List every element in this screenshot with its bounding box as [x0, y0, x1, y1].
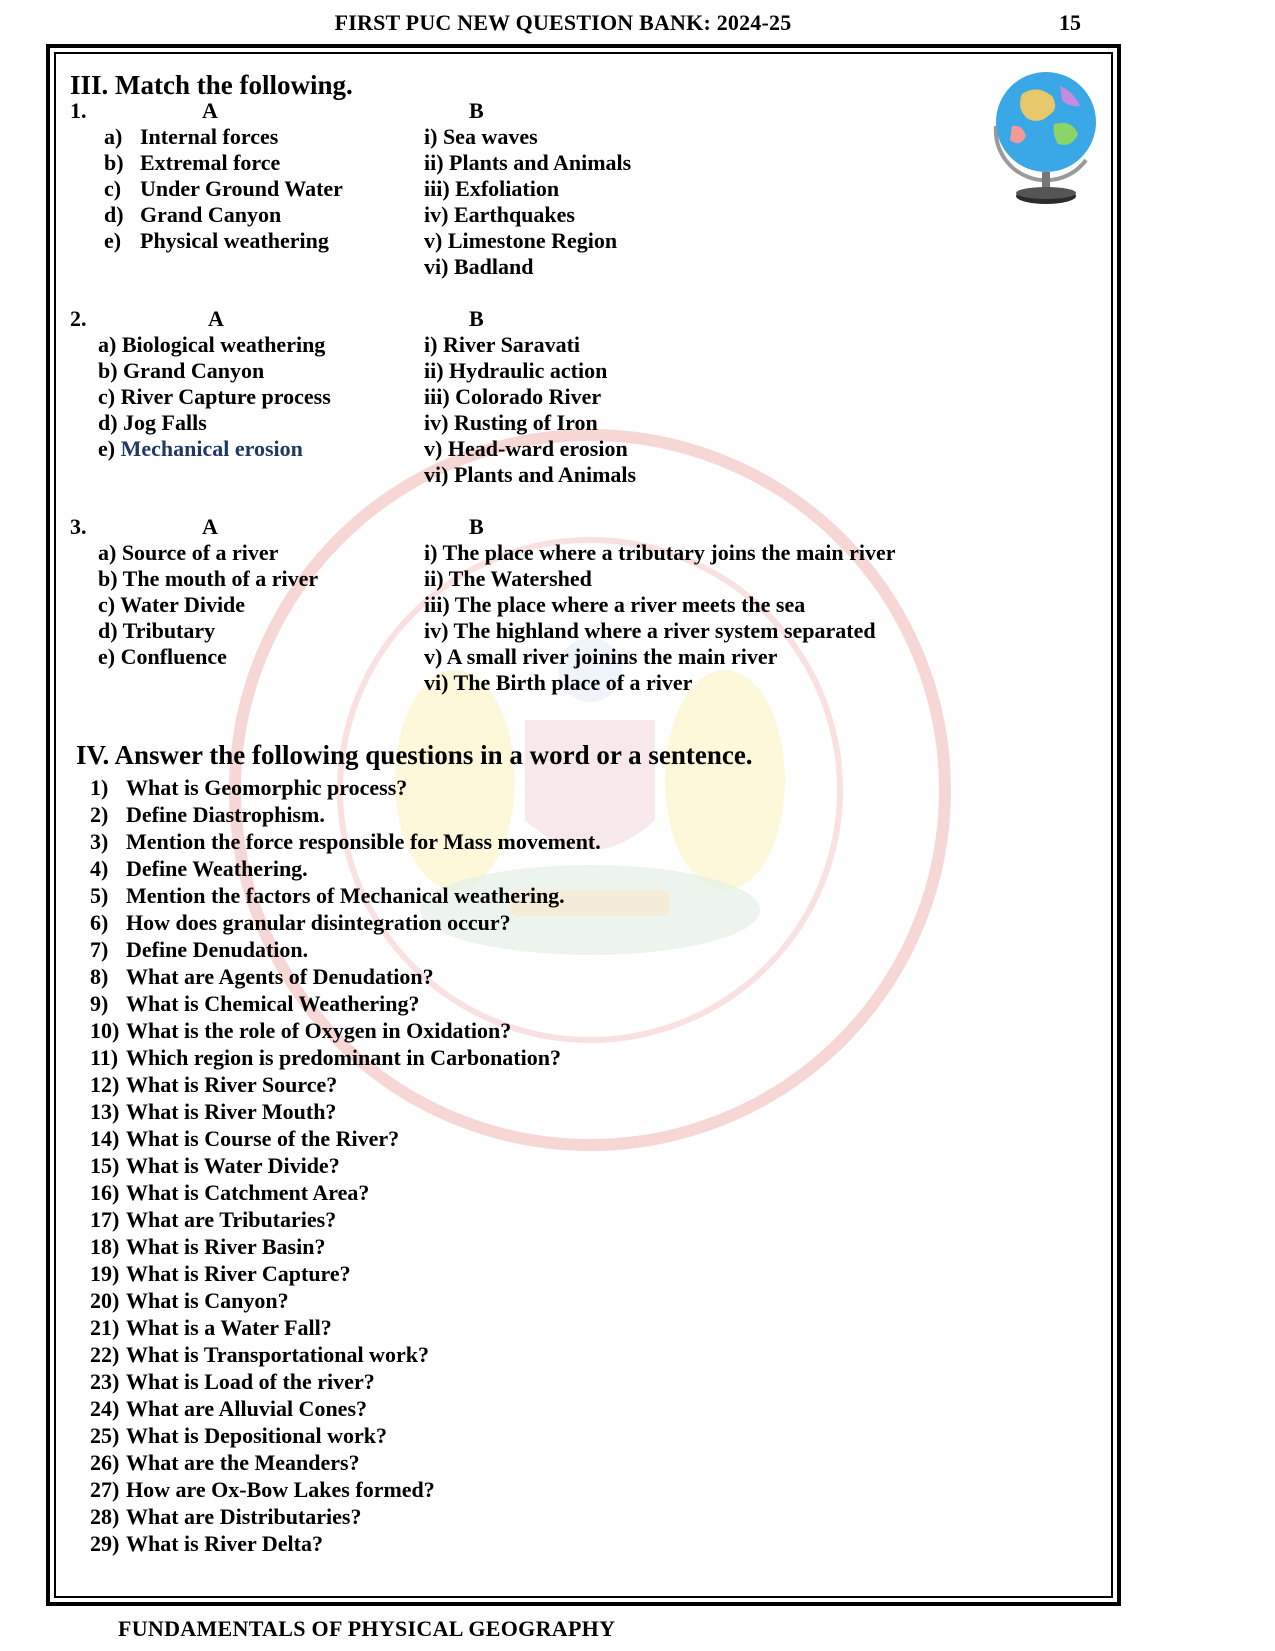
match-2-column-b-heading: B	[469, 306, 484, 331]
item-label: d)	[104, 202, 124, 227]
question-item	[90, 1152, 601, 1179]
item-text: Extremal force	[140, 150, 281, 175]
match-1-b-item: iv) Earthquakes	[424, 202, 575, 227]
question-number: 8)	[90, 964, 109, 989]
question-text: What is Course of the River?	[126, 1126, 400, 1151]
question-number: 23)	[90, 1369, 120, 1394]
match-1-column-a-heading: A	[202, 98, 218, 123]
question-text: What is River Basin?	[126, 1234, 326, 1259]
match-3-column-a-heading: A	[202, 514, 218, 539]
question-item	[90, 1044, 601, 1071]
question-item	[90, 1341, 601, 1368]
question-number: 22)	[90, 1342, 120, 1367]
question-number: 4)	[90, 856, 109, 881]
question-text: What is Transportational work?	[126, 1342, 429, 1367]
question-item	[90, 909, 601, 936]
question-number: 27)	[90, 1477, 120, 1502]
match-1-b-item: i) Sea waves	[424, 124, 538, 149]
match-1-column-b-heading: B	[469, 98, 484, 123]
match-3-a-item: c) Water Divide	[98, 592, 246, 617]
question-number: 3)	[90, 829, 109, 854]
question-text: How does granular disintegration occur?	[126, 910, 511, 935]
short-answer-question-list	[90, 774, 601, 1557]
question-number: 5)	[90, 883, 109, 908]
match-question-2-number: 2.	[70, 306, 87, 331]
question-text: What is Canyon?	[126, 1288, 289, 1313]
question-text: What is River Capture?	[126, 1261, 351, 1286]
question-item	[90, 882, 601, 909]
question-item	[90, 1260, 601, 1287]
match-1-b-item: ii) Plants and Animals	[424, 150, 632, 175]
match-1-b-item: vi) Badland	[424, 254, 534, 279]
question-item	[90, 963, 601, 990]
item-label: b)	[104, 150, 124, 175]
question-number: 6)	[90, 910, 109, 935]
question-item	[90, 828, 601, 855]
question-text: Mention the factors of Mechanical weathering.	[126, 883, 565, 908]
question-item	[90, 1017, 601, 1044]
question-number: 16)	[90, 1180, 120, 1205]
page-header-title: FIRST PUC NEW QUESTION BANK: 2024-25	[334, 10, 792, 35]
question-item	[90, 1233, 601, 1260]
match-2-a-item: c) River Capture process	[98, 384, 331, 409]
question-number: 11)	[90, 1045, 119, 1070]
question-number: 19)	[90, 1261, 120, 1286]
match-3-b-item: iii) The place where a river meets the sea	[424, 592, 806, 617]
question-item	[90, 1395, 601, 1422]
question-text: Which region is predominant in Carbonation?	[126, 1045, 561, 1070]
match-3-b-item: ii) The Watershed	[424, 566, 592, 591]
question-text: What is Chemical Weathering?	[126, 991, 420, 1016]
question-text: What are Agents of Denudation?	[126, 964, 434, 989]
question-text: How are Ox-Bow Lakes formed?	[126, 1477, 435, 1502]
item-label: e)	[98, 436, 121, 461]
match-2-b-item: i) River Saravati	[424, 332, 581, 357]
question-item	[90, 1287, 601, 1314]
question-number: 26)	[90, 1450, 120, 1475]
match-question-1-number: 1.	[70, 98, 87, 123]
match-1-a-item	[98, 202, 281, 228]
question-text: What is Geomorphic process?	[126, 775, 408, 800]
match-1-a-item	[98, 124, 278, 150]
question-text: What are Tributaries?	[126, 1207, 337, 1232]
question-item	[90, 1530, 601, 1557]
match-2-a-item: a) Biological weathering	[98, 332, 326, 357]
match-1-a-item	[98, 228, 329, 254]
question-item	[90, 1125, 601, 1152]
question-number: 20)	[90, 1288, 120, 1313]
question-text: Mention the force responsible for Mass movement.	[126, 829, 601, 854]
question-text: What are the Meanders?	[126, 1450, 360, 1475]
match-2-a-item	[98, 436, 303, 462]
question-number: 13)	[90, 1099, 120, 1124]
question-text: What is Water Divide?	[126, 1153, 340, 1178]
question-number: 9)	[90, 991, 109, 1016]
question-text: What are Alluvial Cones?	[126, 1396, 368, 1421]
question-text: What are Distributaries?	[126, 1504, 362, 1529]
question-item	[90, 855, 601, 882]
question-text: What is Catchment Area?	[126, 1180, 370, 1205]
match-3-b-item: iv) The highland where a river system separated	[424, 618, 876, 643]
section-4-heading: IV. Answer the following questions in a word or a sentence.	[76, 740, 753, 770]
match-2-b-item: iv) Rusting of Iron	[424, 410, 598, 435]
item-text: Grand Canyon	[140, 202, 282, 227]
match-2-a-item: d) Jog Falls	[98, 410, 207, 435]
question-number: 2)	[90, 802, 109, 827]
question-number: 29)	[90, 1531, 120, 1556]
question-number: 21)	[90, 1315, 120, 1340]
match-3-b-item: i) The place where a tributary joins the main river	[424, 540, 896, 565]
question-text: What is Depositional work?	[126, 1423, 387, 1448]
highlighted-item-text: Mechanical erosion	[120, 436, 303, 461]
question-number: 10)	[90, 1018, 120, 1043]
item-text: Internal forces	[140, 124, 279, 149]
question-item	[90, 1071, 601, 1098]
question-text: What is River Delta?	[126, 1531, 323, 1556]
match-3-a-item: b) The mouth of a river	[98, 566, 319, 591]
question-item	[90, 1206, 601, 1233]
question-number: 28)	[90, 1504, 120, 1529]
match-1-b-item: iii) Exfoliation	[424, 176, 560, 201]
question-number: 14)	[90, 1126, 120, 1151]
question-item	[90, 1368, 601, 1395]
question-item	[90, 801, 601, 828]
question-item	[90, 1179, 601, 1206]
question-text: Define Weathering.	[126, 856, 308, 881]
match-3-column-b-heading: B	[469, 514, 484, 539]
question-text: Define Denudation.	[126, 937, 309, 962]
match-question-3-number: 3.	[70, 514, 87, 539]
match-2-b-item: iii) Colorado River	[424, 384, 602, 409]
question-number: 24)	[90, 1396, 120, 1421]
question-number: 18)	[90, 1234, 120, 1259]
globe-image	[982, 64, 1106, 210]
question-text: Define Diastrophism.	[126, 802, 325, 827]
question-item	[90, 1314, 601, 1341]
match-2-column-a-heading: A	[208, 306, 224, 331]
question-number: 7)	[90, 937, 109, 962]
question-number: 17)	[90, 1207, 120, 1232]
question-text: What is River Mouth?	[126, 1099, 337, 1124]
match-1-a-item	[98, 150, 280, 176]
match-2-b-item: v) Head-ward erosion	[424, 436, 628, 461]
question-item	[90, 1503, 601, 1530]
match-3-b-item: v) A small river joinins the main river	[424, 644, 778, 669]
item-label: a)	[104, 124, 123, 149]
question-number: 1)	[90, 775, 109, 800]
match-3-b-item: vi) The Birth place of a river	[424, 670, 693, 695]
question-text: What is Load of the river?	[126, 1369, 375, 1394]
question-item	[90, 1422, 601, 1449]
question-text: What is a Water Fall?	[126, 1315, 332, 1340]
question-text: What is the role of Oxygen in Oxidation?	[126, 1018, 512, 1043]
page-footer-title: FUNDAMENTALS OF PHYSICAL GEOGRAPHY	[118, 1616, 616, 1641]
match-3-a-item: e) Confluence	[98, 644, 227, 669]
match-2-a-item: b) Grand Canyon	[98, 358, 265, 383]
question-item	[90, 1098, 601, 1125]
page-number: 15	[1059, 10, 1081, 35]
item-label: e)	[104, 228, 122, 253]
question-item	[90, 1476, 601, 1503]
question-item	[90, 990, 601, 1017]
question-item	[90, 936, 601, 963]
match-1-b-item: v) Limestone Region	[424, 228, 618, 253]
match-3-a-item: a) Source of a river	[98, 540, 279, 565]
question-item	[90, 1449, 601, 1476]
question-number: 25)	[90, 1423, 120, 1448]
question-text: What is River Source?	[126, 1072, 338, 1097]
match-2-b-item: ii) Hydraulic action	[424, 358, 608, 383]
question-item	[90, 774, 601, 801]
match-3-a-item: d) Tributary	[98, 618, 216, 643]
item-text: Physical weathering	[140, 228, 329, 253]
item-text: Under Ground Water	[140, 176, 343, 201]
item-label: c)	[104, 176, 122, 201]
question-number: 15)	[90, 1153, 120, 1178]
section-3-heading: III. Match the following.	[70, 70, 353, 100]
match-1-a-item	[98, 176, 343, 202]
question-number: 12)	[90, 1072, 120, 1097]
match-2-b-item: vi) Plants and Animals	[424, 462, 637, 487]
